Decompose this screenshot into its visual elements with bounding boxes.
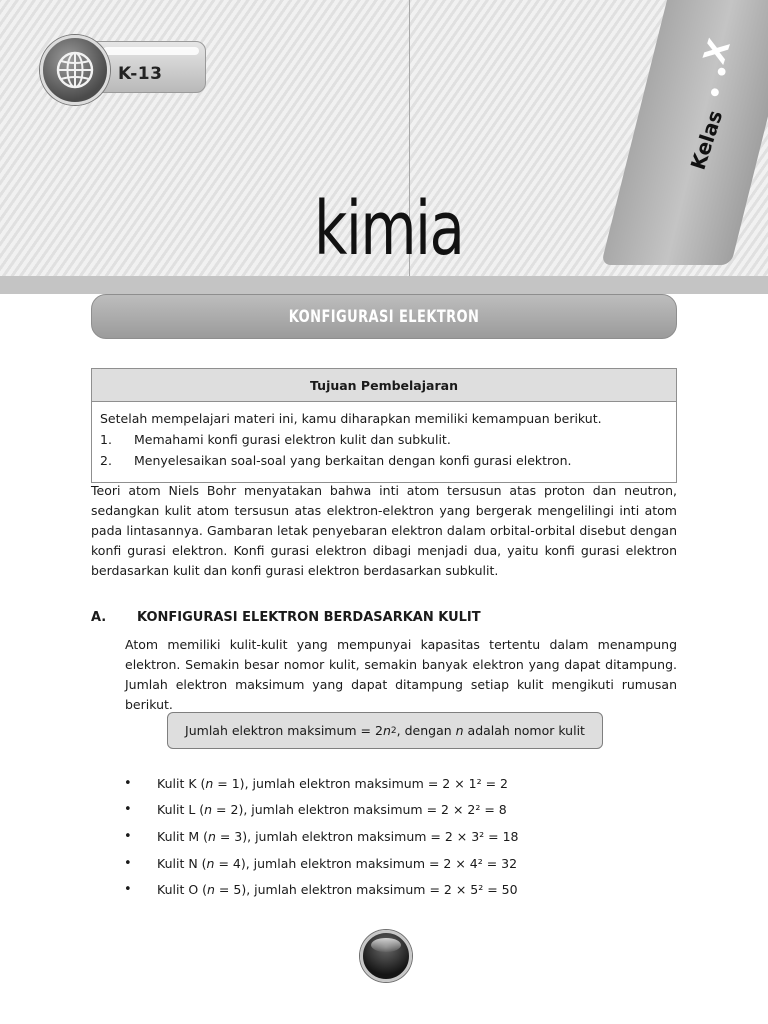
header-bottom-strip (0, 276, 768, 294)
page-button-icon[interactable] (360, 930, 412, 982)
learning-objectives-box (91, 368, 677, 483)
grade-decoration: • • (702, 61, 738, 104)
list-item: • Kulit O ( n = 5), jumlah elektron maksimum = 2 × 5² = 50 (124, 882, 518, 898)
bullet-icon: • (124, 802, 132, 818)
subject-title: kimia (314, 186, 464, 272)
list-item: • Kulit L ( n = 2), jumlah elektron maksimum = 2 × 2² = 8 (124, 802, 507, 818)
section-a-paragraph: Atom memiliki kulit-kulit yang mempunyai kapasitas tertentu dalam menampung elektron. Semakin besar nomor kulit, semakin banyak elektron yang dapat ditampung. Jumlah elektron maksimum yang dapat ditampung setiap kulit mengikuti rumusan berikut. (125, 637, 677, 712)
list-item: • Kulit K ( n = 1), jumlah elektron maksimum = 2 × 1² = 2 (124, 775, 508, 791)
bullet-icon: • (124, 882, 132, 898)
shell-capacity-list (124, 770, 519, 903)
learning-objectives-heading: Tujuan Pembelajaran (92, 369, 676, 402)
section-a-heading (91, 610, 481, 625)
chapter-title-bar (91, 294, 677, 339)
objective-item: 1. Memahami konfi gurasi elektron kulit dan subkulit. (100, 432, 451, 447)
grade-label: Kelas (685, 107, 728, 173)
list-item: • Kulit M ( n = 3), jumlah elektron maksimum = 2 × 3² = 18 (124, 828, 519, 844)
grade-number: X (697, 35, 738, 68)
intro-paragraph: Teori atom Niels Bohr menyatakan bahwa inti atom tersusun atas proton dan neutron, sedangkan kulit atom tersusun atas elektron-elektron yang bergerak mengelilingi inti atom pada lintasannya. Gambaran letak penyebaran elektron dalam orbital-orbital disebut dengan konfi gurasi elektron. Konfi gurasi elektron dibagi menjadi dua, yaitu konfi gurasi elektron berdasarkan kulit dan konfi gurasi elektron berdasarkan subkulit. (91, 483, 677, 578)
bullet-icon: • (124, 828, 132, 844)
curriculum-label: K-13 (118, 64, 163, 84)
chapter-title: KONFIGURASI ELEKTRON (288, 306, 480, 327)
objective-item: 2. Menyelesaikan soal-soal yang berkaitan dengan konfi gurasi elektron. (100, 453, 572, 468)
formula-box: Jumlah elektron maksimum = 2 n 2 , dengan n adalah nomor kulit (167, 712, 603, 749)
section-letter: A. (91, 610, 107, 625)
learning-objectives-intro: Setelah mempelajari materi ini, kamu diharapkan memiliki kemampuan berikut. (100, 411, 602, 426)
bullet-icon: • (124, 855, 132, 871)
list-item: • Kulit N ( n = 4), jumlah elektron maksimum = 2 × 4² = 32 (124, 855, 518, 871)
globe-icon (40, 35, 110, 105)
bullet-icon: • (124, 775, 132, 791)
section-title: KONFIGURASI ELEKTRON BERDASARKAN KULIT (137, 610, 481, 625)
